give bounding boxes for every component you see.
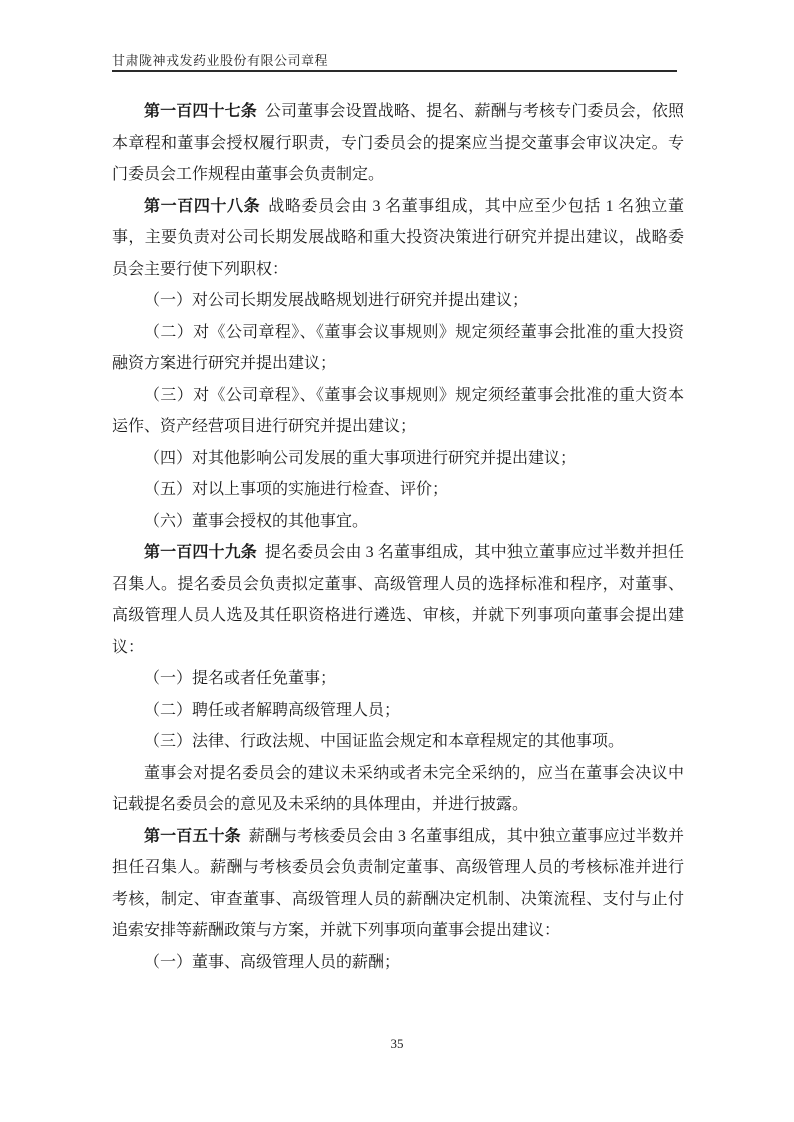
article-number: 第一百五十条 [144, 827, 241, 845]
article-text: （三）对《公司章程》、《董事会议事规则》规定须经董事会批准的重大资本运作、资产经营项目进行研究并提出建议； [112, 386, 684, 435]
header-title: 甘肃陇神戎发药业股份有限公司章程 [112, 53, 329, 68]
article-paragraph-149 [112, 537, 684, 663]
list-item-paragraph [112, 663, 684, 695]
list-item-paragraph [112, 285, 684, 317]
article-text: 公司董事会设置战略、提名、薪酬与考核专门委员会，依照本章程和董事会授权履行职责，专门委员会的提案应当提交董事会审议决定。专门委员会工作规程由董事会负责制定。 [112, 103, 684, 183]
article-text: 薪酬与考核委员会由 3 名董事组成，其中独立董事应过半数并担任召集人。薪酬与考核委员会负责制定董事、高级管理人员的考核标准并进行考核，制定、审查董事、高级管理人员的薪酬决定机制、决策流程、支付与止付追索安排等薪酬政策与方案，并就下列事项向董事会提出建议： [112, 827, 684, 939]
article-text: （四）对其他影响公司发展的重大事项进行研究并提出建议； [144, 449, 577, 467]
body-paragraph [112, 758, 684, 821]
article-paragraph-150 [112, 821, 684, 947]
article-text: 战略委员会由 3 名董事组成，其中应至少包括 1 名独立董事，主要负责对公司长期发展战略和重大投资决策进行研究并提出建议，战略委员会主要行使下列职权： [112, 197, 684, 278]
article-text: （二）对《公司章程》、《董事会议事规则》规定须经董事会批准的重大投资融资方案进行研究并提出建议； [112, 323, 684, 372]
article-text: 提名委员会由 3 名董事组成，其中独立董事应过半数并担任召集人。提名委员会负责拟定董事、高级管理人员的选择标准和程序，对董事、高级管理人员人选及其任职资格进行遴选、审核，并就下列事项向董事会提出建议： [112, 544, 684, 656]
article-number: 第一百四十七条 [144, 103, 257, 120]
list-item-paragraph [112, 947, 684, 979]
article-text: （一）对公司长期发展战略规划进行研究并提出建议； [144, 292, 529, 309]
article-text: （一）提名或者任免董事； [144, 670, 337, 687]
list-item-paragraph [112, 695, 684, 727]
article-text: （五）对以上事项的实施进行检查、评价； [144, 481, 449, 498]
article-text: （二）聘任或者解聘高级管理人员； [144, 701, 401, 719]
article-text: （三）法律、行政法规、中国证监会规定和本章程规定的其他事项。 [144, 733, 625, 750]
header-rule [112, 70, 677, 72]
document-body [112, 96, 684, 978]
list-item-paragraph [112, 317, 684, 380]
page-number: 35 [390, 1036, 404, 1051]
article-paragraph-148 [112, 191, 684, 286]
article-text: 董事会对提名委员会的建议未采纳或者未完全采纳的，应当在董事会决议中记载提名委员会的意见及未采纳的具体理由，并进行披露。 [112, 764, 684, 813]
list-item-paragraph [112, 443, 684, 475]
article-text: （六）董事会授权的其他事宜。 [144, 512, 369, 530]
list-item-paragraph [112, 380, 684, 443]
article-number: 第一百四十八条 [144, 197, 261, 215]
article-paragraph-147 [112, 96, 684, 191]
article-text: （一）董事、高级管理人员的薪酬； [144, 953, 401, 971]
list-item-paragraph [112, 474, 684, 506]
article-number: 第一百四十九条 [144, 544, 257, 561]
list-item-paragraph [112, 726, 684, 758]
list-item-paragraph [112, 506, 684, 538]
